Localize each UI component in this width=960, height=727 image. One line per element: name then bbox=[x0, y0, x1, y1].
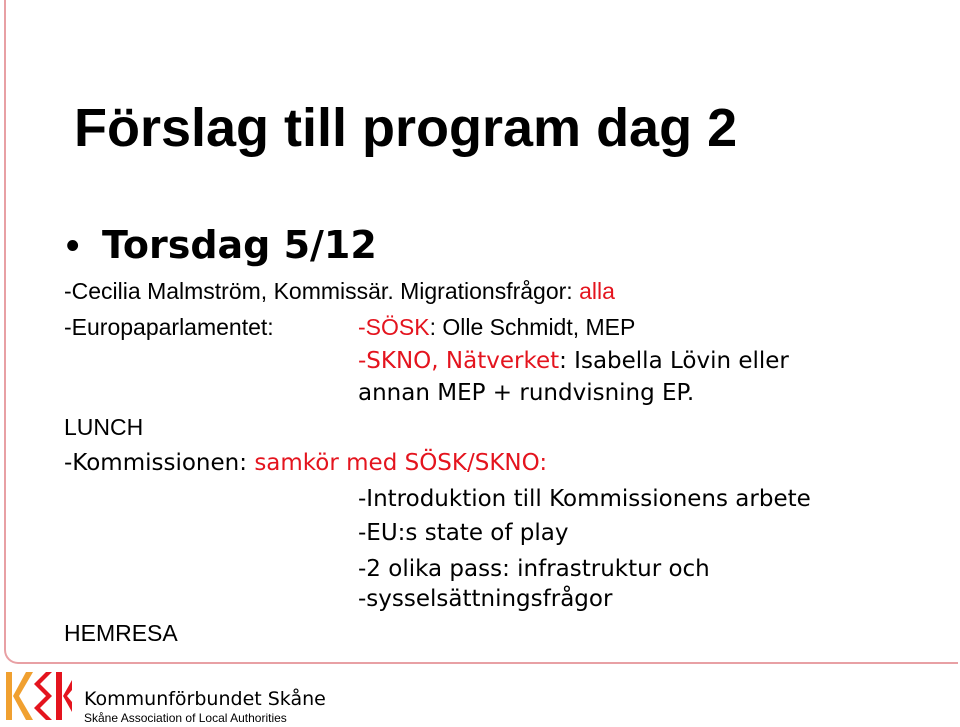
line-malmstrom-text: -Cecilia Malmström, Kommissär. Migrationsfrågor: bbox=[64, 278, 580, 304]
line-kommissionen-text: -Kommissionen: bbox=[64, 450, 255, 476]
bullet-heading bbox=[66, 222, 377, 269]
line-sosk-text: : Olle Schmidt, MEP bbox=[429, 314, 636, 340]
bullet-icon: • bbox=[66, 225, 80, 267]
org-subtitle: Skåne Association of Local Authorities bbox=[84, 711, 287, 725]
line-skno-text: : Isabella Lövin eller bbox=[559, 348, 789, 374]
line-sosk bbox=[358, 312, 635, 342]
line-annan-mep: annan MEP + rundvisning EP. bbox=[358, 380, 695, 406]
bullet-text: Torsdag 5/12 bbox=[102, 223, 377, 267]
line-lunch: LUNCH bbox=[64, 414, 144, 440]
line-pass: -2 olika pass: infrastruktur och bbox=[358, 556, 710, 582]
slide-title: Förslag till program dag 2 bbox=[74, 98, 738, 158]
line-europaparlamentet-label: -Europaparlamentet: bbox=[64, 314, 274, 340]
org-name: Kommunförbundet Skåne bbox=[84, 688, 326, 710]
line-eu-state: -EU:s state of play bbox=[358, 520, 569, 546]
line-skno-highlight: -SKNO, Nätverket bbox=[358, 348, 560, 374]
line-sysselsattning: -sysselsättningsfrågor bbox=[358, 586, 613, 612]
line-malmstrom bbox=[64, 276, 615, 306]
line-sosk-highlight: -SÖSK bbox=[358, 314, 430, 340]
line-kommissionen-highlight: samkör med SÖSK/SKNO: bbox=[254, 450, 548, 476]
line-introduktion: -Introduktion till Kommissionens arbete bbox=[358, 486, 811, 512]
line-kommissionen bbox=[64, 448, 547, 478]
line-hemresa: HEMRESA bbox=[64, 620, 178, 646]
line-skno bbox=[358, 346, 789, 376]
line-malmstrom-highlight: alla bbox=[579, 278, 615, 304]
